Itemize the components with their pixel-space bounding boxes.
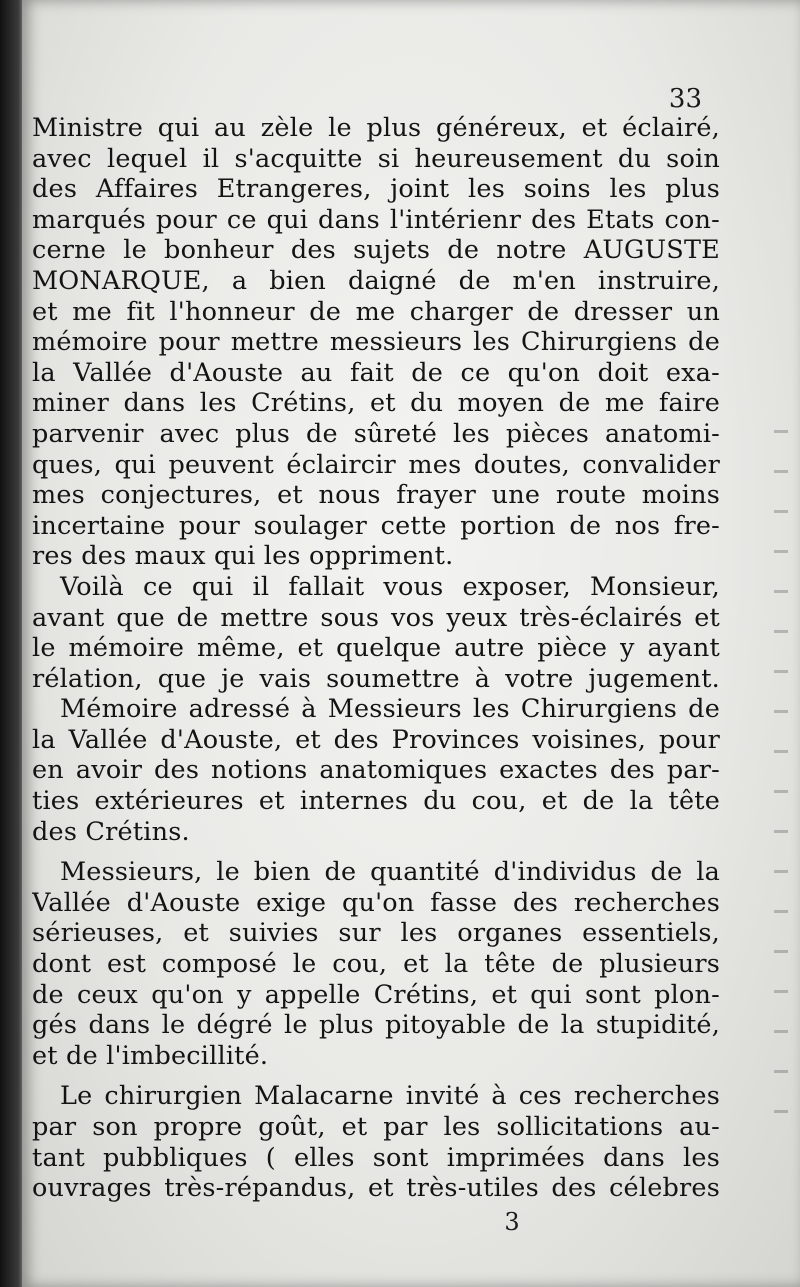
- text-line: et me fit l'honneur de me charger de dresser un: [32, 296, 720, 327]
- paragraph-gap: [32, 847, 720, 857]
- text-line: gés dans le dégré le plus pitoyable de la stupidité,: [32, 1010, 720, 1041]
- page-text: [32, 113, 720, 1204]
- text-line: et de l'imbecillité.: [32, 1040, 269, 1071]
- paragraph-4: [32, 857, 720, 1071]
- text-line: de ceux qu'on y appelle Crétins, et qui sont plon-: [32, 979, 720, 1010]
- text-line: cerne le bonheur des sujets de notre AUGUSTE: [32, 235, 720, 266]
- page-number: 33: [668, 84, 702, 114]
- book-page: [22, 0, 800, 1287]
- text-line: avant que de mettre sous vos yeux très-éclairés et: [32, 602, 720, 633]
- paragraph-3: [32, 694, 720, 847]
- paragraph-gap: [32, 1071, 720, 1081]
- text-line: Vallée d'Aouste exige qu'on fasse des recherches: [32, 887, 720, 918]
- text-line: avec lequel il s'acquitte si heureusement du soin: [32, 143, 720, 174]
- text-line: des Crétins.: [32, 816, 190, 847]
- text-line: rélation, que je vais soumettre à votre jugement.: [32, 663, 720, 694]
- text-line: dont est composé le cou, et la tête de plusieurs: [32, 949, 720, 980]
- text-line: Messieurs, le bien de quantité d'individus de la: [60, 857, 720, 888]
- text-line: par son propre goût, et par les sollicitations au-: [32, 1112, 720, 1142]
- text-line: des Affaires Etrangeres, joint les soins les plus: [32, 174, 720, 205]
- text-line: Mémoire adressé à Messieurs les Chirurgiens de: [60, 694, 720, 725]
- text-line: ques, qui peuvent éclaircir mes doutes, convalider: [32, 449, 720, 480]
- signature-mark: 3: [504, 1208, 520, 1236]
- text-line: le mémoire même, et quelque autre pièce y ayant: [32, 633, 720, 664]
- text-line: MONARQUE, a bien daigné de m'en instruire,: [32, 265, 720, 296]
- binding-shadow: [774, 430, 788, 1130]
- text-line: mémoire pour mettre messieurs les Chirurgiens de: [32, 327, 720, 358]
- paragraph-5: [32, 1081, 720, 1203]
- text-line: en avoir des notions anatomiques exactes des par-: [32, 755, 720, 786]
- text-line: Voilà ce qui il fallait vous exposer, Monsieur,: [60, 571, 720, 602]
- paragraph-1: [32, 113, 720, 572]
- text-line: marqués pour ce qui dans l'intérienr des Etats con-: [32, 204, 720, 235]
- text-line: res des maux qui les oppriment.: [32, 541, 454, 572]
- text-line: ties extérieures et internes du cou, et de la tête: [32, 786, 720, 817]
- text-line: incertaine pour soulager cette portion de nos fre-: [32, 510, 720, 541]
- text-line: Le chirurgien Malacarne invité à ces recherches: [60, 1081, 720, 1112]
- text-line: mes conjectures, et nous frayer une route moins: [32, 480, 720, 511]
- text-line: la Vallée d'Aouste, et des Provinces voisines, pour: [32, 724, 720, 755]
- text-line: Ministre qui au zèle le plus généreux, et éclairé,: [32, 113, 720, 143]
- paragraph-2: [32, 572, 720, 694]
- text-line: miner dans les Crétins, et du moyen de me faire: [32, 388, 720, 419]
- text-line: tant pubbliques ( elles sont imprimées dans les: [32, 1142, 720, 1173]
- text-line: ouvrages très-répandus, et très-utiles des célebres: [32, 1173, 720, 1204]
- text-line: la Vallée d'Aouste au fait de ce qu'on doit exa-: [32, 357, 720, 388]
- text-line: parvenir avec plus de sûreté les pièces anatomi-: [32, 418, 720, 449]
- text-line: sérieuses, et suivies sur les organes essentiels,: [32, 918, 720, 949]
